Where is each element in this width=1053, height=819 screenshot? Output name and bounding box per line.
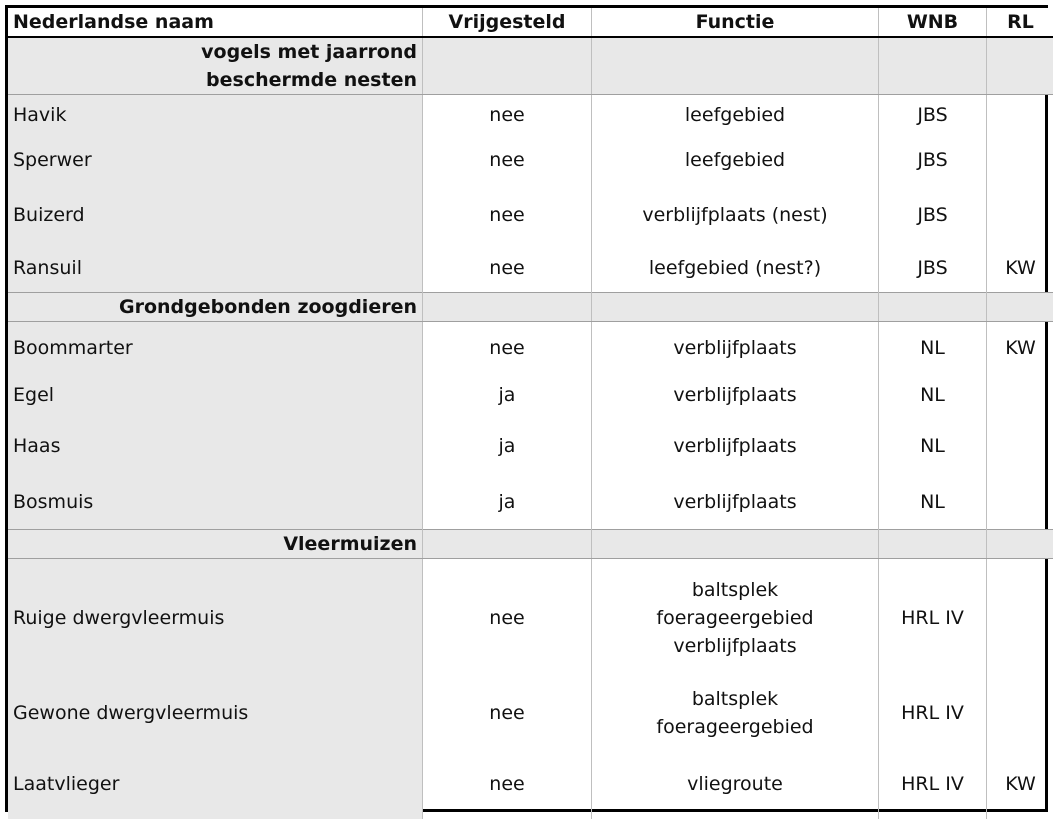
functie-cell [592,245,879,293]
functie-cell [592,749,879,819]
section-title [8,37,423,95]
species-name: Laatvlieger [13,773,119,795]
functie-cell [592,322,879,374]
table-row [8,135,1053,185]
vrijgesteld-cell [423,185,592,245]
wnb-cell [879,476,987,530]
wnb-value: JBS [917,257,947,279]
vrijgesteld-value: ja [499,384,516,406]
vrijgesteld-value: nee [489,104,524,126]
species-table [8,8,1053,819]
wnb-value: HRL IV [901,773,964,795]
rl-cell [987,245,1053,293]
species-table-frame [5,5,1048,812]
species-name: Ransuil [13,257,82,279]
rl-cell [987,374,1053,416]
species-name-cell [8,559,423,677]
table-row [8,374,1053,416]
header-name: Nederlandse naam [8,8,423,37]
functie-value: verblijfplaats (nest) [592,201,878,229]
functie-cell [592,476,879,530]
vrijgesteld-cell [423,416,592,476]
species-name: Bosmuis [13,491,93,513]
vrijgesteld-value: nee [489,607,524,629]
vrijgesteld-value: ja [499,435,516,457]
vrijgesteld-cell [423,559,592,677]
section-empty-cell [879,293,987,322]
section-empty-cell [879,37,987,95]
species-name-cell [8,677,423,749]
section-row [8,293,1053,322]
species-name: Boommarter [13,337,133,359]
wnb-cell [879,185,987,245]
table-row [8,185,1053,245]
functie-value: baltsplek [592,685,878,713]
vrijgesteld-value: nee [489,257,524,279]
rl-cell [987,95,1053,135]
functie-value: verblijfplaats [592,488,878,516]
header-row [8,8,1053,37]
species-name-cell [8,185,423,245]
section-title-line: Grondgebonden zoogdieren [13,293,417,321]
vrijgesteld-cell [423,677,592,749]
functie-value: verblijfplaats [592,334,878,362]
rl-value: KW [1005,773,1036,795]
functie-cell [592,374,879,416]
wnb-value: JBS [917,204,947,226]
vrijgesteld-cell [423,322,592,374]
section-empty-cell [592,530,879,559]
section-empty-cell [423,293,592,322]
table-row [8,476,1053,530]
species-name: Buizerd [13,204,85,226]
species-name-cell [8,135,423,185]
rl-cell [987,416,1053,476]
wnb-cell [879,416,987,476]
wnb-value: NL [920,435,945,457]
functie-cell [592,677,879,749]
section-title-line: beschermde nesten [13,66,417,94]
wnb-cell [879,95,987,135]
functie-cell [592,559,879,677]
species-name: Haas [13,435,60,457]
header-vrijgesteld: Vrijgesteld [423,8,592,37]
wnb-value: HRL IV [901,607,964,629]
species-name: Havik [13,104,66,126]
rl-cell [987,559,1053,677]
vrijgesteld-value: nee [489,773,524,795]
vrijgesteld-value: ja [499,491,516,513]
section-title-line: Vleermuizen [13,530,417,558]
functie-value: baltsplek [592,576,878,604]
rl-cell [987,749,1053,819]
vrijgesteld-value: nee [489,149,524,171]
vrijgesteld-value: nee [489,337,524,359]
wnb-value: JBS [917,104,947,126]
rl-value: KW [1005,257,1036,279]
vrijgesteld-cell [423,749,592,819]
species-name-cell [8,245,423,293]
rl-value: KW [1005,337,1036,359]
functie-value: foerageergebied [592,604,878,632]
wnb-value: NL [920,491,945,513]
header-rl: RL [987,8,1053,37]
table-row [8,677,1053,749]
section-title [8,293,423,322]
rl-cell [987,322,1053,374]
species-name-cell [8,476,423,530]
header-wnb: WNB [879,8,987,37]
functie-cell [592,416,879,476]
rl-cell [987,135,1053,185]
functie-cell [592,95,879,135]
header-functie: Functie [592,8,879,37]
vrijgesteld-cell [423,245,592,293]
wnb-value: HRL IV [901,702,964,724]
functie-cell [592,185,879,245]
wnb-cell [879,322,987,374]
functie-value: leefgebied [592,146,878,174]
wnb-cell [879,559,987,677]
species-name: Egel [13,384,54,406]
section-empty-cell [592,37,879,95]
wnb-cell [879,749,987,819]
functie-value: vliegroute [592,770,878,798]
table-row [8,749,1053,819]
wnb-value: NL [920,337,945,359]
table-row [8,559,1053,677]
section-empty-cell [987,530,1053,559]
species-table-body [8,8,1053,819]
section-empty-cell [987,37,1053,95]
functie-value: leefgebied (nest?) [592,254,878,282]
functie-value: verblijfplaats [592,632,878,660]
rl-cell [987,677,1053,749]
functie-value: leefgebied [592,101,878,129]
section-empty-cell [423,37,592,95]
table-row [8,322,1053,374]
section-empty-cell [592,293,879,322]
vrijgesteld-cell [423,95,592,135]
wnb-value: JBS [917,149,947,171]
species-name-cell [8,322,423,374]
wnb-value: NL [920,384,945,406]
functie-value: verblijfplaats [592,381,878,409]
species-name: Sperwer [13,149,92,171]
vrijgesteld-cell [423,476,592,530]
section-row [8,37,1053,95]
functie-value: verblijfplaats [592,432,878,460]
wnb-cell [879,677,987,749]
rl-cell [987,185,1053,245]
rl-cell [987,476,1053,530]
species-name: Ruige dwergvleermuis [13,607,224,629]
section-title [8,530,423,559]
vrijgesteld-cell [423,374,592,416]
species-name-cell [8,416,423,476]
vrijgesteld-value: nee [489,204,524,226]
section-title-line: vogels met jaarrond [13,38,417,66]
species-name-cell [8,374,423,416]
wnb-cell [879,245,987,293]
table-row [8,95,1053,135]
section-empty-cell [879,530,987,559]
section-row [8,530,1053,559]
wnb-cell [879,374,987,416]
wnb-cell [879,135,987,185]
table-row [8,416,1053,476]
species-name: Gewone dwergvleermuis [13,702,248,724]
table-row [8,245,1053,293]
functie-cell [592,135,879,185]
section-empty-cell [987,293,1053,322]
species-name-cell [8,749,423,819]
vrijgesteld-value: nee [489,702,524,724]
species-name-cell [8,95,423,135]
vrijgesteld-cell [423,135,592,185]
functie-value: foerageergebied [592,713,878,741]
section-empty-cell [423,530,592,559]
